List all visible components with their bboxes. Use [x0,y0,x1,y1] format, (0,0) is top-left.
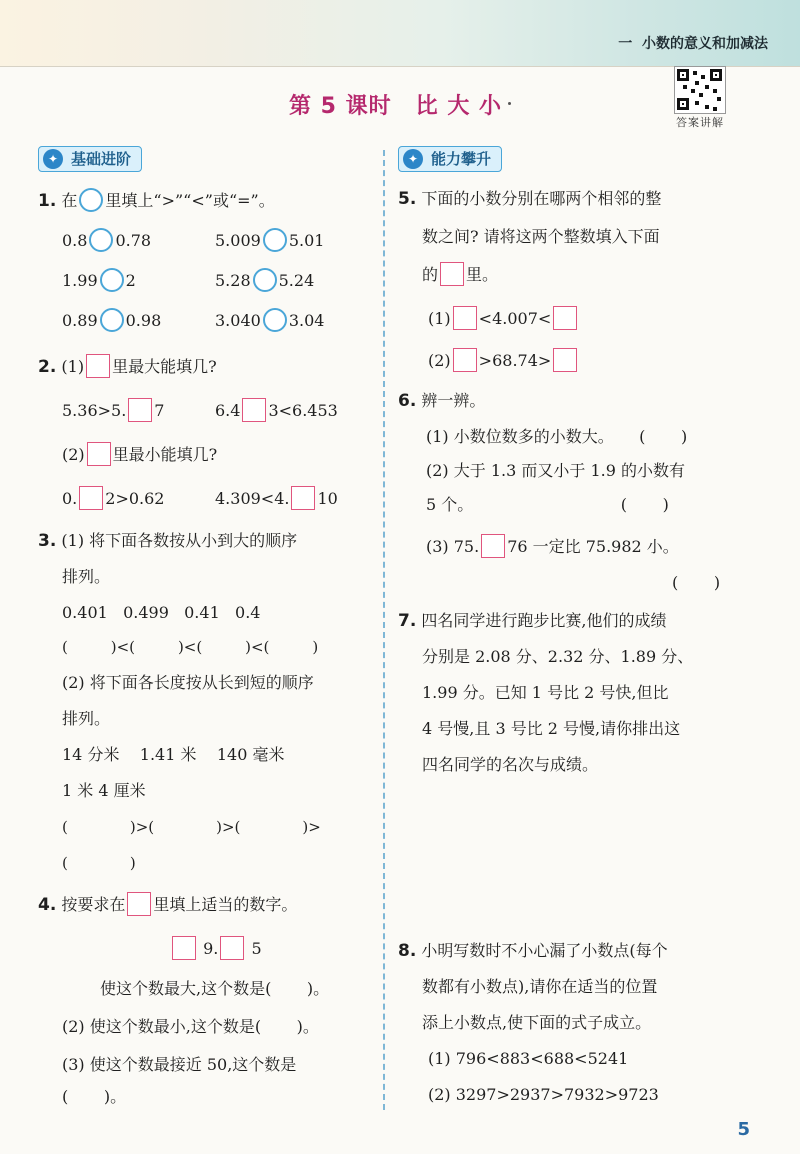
q8-e1: (1) 796<883<688<5241 [428,1049,629,1068]
q7-l3: 1.99 分。已知 1 号比 2 号快,但比 [422,683,669,702]
q6-s3: (3) 75. 76 一定比 75.982 小。 [426,534,679,558]
q4-s2: (2) 使这个数最小,这个数是( )。 [62,1017,319,1036]
answer-circle[interactable] [89,228,113,252]
answer-box[interactable] [553,306,577,330]
q1-row-2: 1.99 2 [62,268,136,292]
section-advanced-badge [398,146,502,172]
answer-circle[interactable] [263,308,287,332]
q2-ex-c: 0. 2>0.62 [62,486,164,510]
q6-s2b: 5 个。 ( ) [426,495,669,514]
q3-blanks-3[interactable]: ( ) [62,854,136,872]
q7-l4: 4 号慢,且 3 号比 2 号慢,请你排出这 [422,719,681,738]
q3-blanks-2[interactable]: ( )>( )>( )> [62,818,321,836]
answer-circle[interactable] [100,268,124,292]
q5-l1: 5. 下面的小数分别在哪两个相邻的整 [398,189,662,209]
q3-numbers: 0.401 0.499 0.41 0.4 [62,603,261,622]
climber-icon: ✦ [403,149,423,169]
q2-part2: (2) 里最小能填几? [62,442,217,466]
answer-box[interactable] [453,306,477,330]
answer-box[interactable] [553,348,577,372]
answer-box[interactable] [79,486,103,510]
q1-row-1b: 5.009 5.01 [215,228,324,252]
page-number: 5 [737,1119,750,1140]
q1-row-3b: 3.040 3.04 [215,308,324,332]
answer-box[interactable] [291,486,315,510]
lesson-topic: 比 大 小 [415,94,502,119]
q2-ex-a: 5.36>5. 7 [62,398,164,422]
answer-circle[interactable] [253,268,277,292]
q6-s1: (1) 小数位数多的小数大。 ( ) [426,427,688,446]
q3-blanks-1[interactable]: ( )<( )<( )<( ) [62,638,319,656]
section-basic-label: 基础进阶 [71,150,132,168]
q6-title: 6. 辨一辨。 [398,391,486,411]
q5-p1: (1) <4.007< [428,306,579,330]
answer-circle[interactable] [79,188,103,212]
q2-ex-b: 6.4 3<6.453 [215,398,338,422]
qr-code-icon[interactable] [674,66,726,114]
q8-l1: 8. 小明写数时不小心漏了小数点(每个 [398,941,668,961]
q7-l2: 分别是 2.08 分、2.32 分、1.89 分、 [422,647,694,666]
q3-lengths-1: 14 分米 1.41 米 140 毫米 [62,745,285,764]
answer-box[interactable] [481,534,505,558]
chapter-title: 一 小数的意义和加减法 [618,36,768,52]
answer-circle[interactable] [100,308,124,332]
q2-part1: 2. (1) 里最大能填几? [38,354,217,378]
q3-part1: 3. (1) 将下面各数按从小到大的顺序 [38,531,298,551]
q5-p2: (2) >68.74> [428,348,579,372]
answer-box[interactable] [453,348,477,372]
q4-s1: 使这个数最大,这个数是( )。 [100,979,330,998]
q5-l2: 数之间? 请将这两个整数填入下面 [422,227,660,246]
q1-row-3: 0.89 0.98 [62,308,161,332]
answer-box[interactable] [172,936,196,960]
q5-l3: 的 里。 [422,262,498,286]
q3-part2: (2) 将下面各长度按从长到短的顺序 [62,673,314,692]
q4-s4: ( )。 [62,1087,127,1106]
q8-l3: 添上小数点,使下面的式子成立。 [422,1013,652,1032]
answer-box[interactable] [128,398,152,422]
q1-row-1: 0.8 0.78 [62,228,151,252]
column-divider [383,150,385,1110]
q8-l2: 数都有小数点),请你在适当的位置 [422,977,658,996]
answer-box[interactable] [87,442,111,466]
q6-s2: (2) 大于 1.3 而又小于 1.9 的小数有 [426,461,685,480]
lesson-number: 第 5 课时 [289,94,392,119]
q3-part1b: 排列。 [62,567,111,586]
q6-s3-paren: ( ) [672,573,721,592]
answer-box[interactable] [242,398,266,422]
q8-e2: (2) 3297>2937>7932>9723 [428,1085,659,1104]
q4-s3: (3) 使这个数最接近 50,这个数是 [62,1055,297,1074]
answer-box[interactable] [127,892,151,916]
section-advanced-label: 能力攀升 [431,150,492,168]
section-basic-badge [38,146,142,172]
q3-part2b: 排列。 [62,709,111,728]
answer-box[interactable] [86,354,110,378]
q4-prompt: 4. 按要求在 里填上适当的数字。 [38,892,297,916]
answer-box[interactable] [440,262,464,286]
qr-label: 答案讲解 [676,116,724,129]
q2-ex-d: 4.309<4. 10 [215,486,338,510]
q7-l1: 7. 四名同学进行跑步比赛,他们的成绩 [398,611,667,631]
q1-row-2b: 5.28 5.24 [215,268,314,292]
q4-number: 9. 5 [170,936,262,960]
runner-icon: ✦ [43,149,63,169]
q3-lengths-2: 1 米 4 厘米 [62,781,146,800]
answer-circle[interactable] [263,228,287,252]
q1-prompt: 1. 在 里填上“>”“<”或“=”。 [38,188,275,212]
answer-box[interactable] [220,936,244,960]
q7-l5: 四名同学的名次与成绩。 [422,755,599,774]
